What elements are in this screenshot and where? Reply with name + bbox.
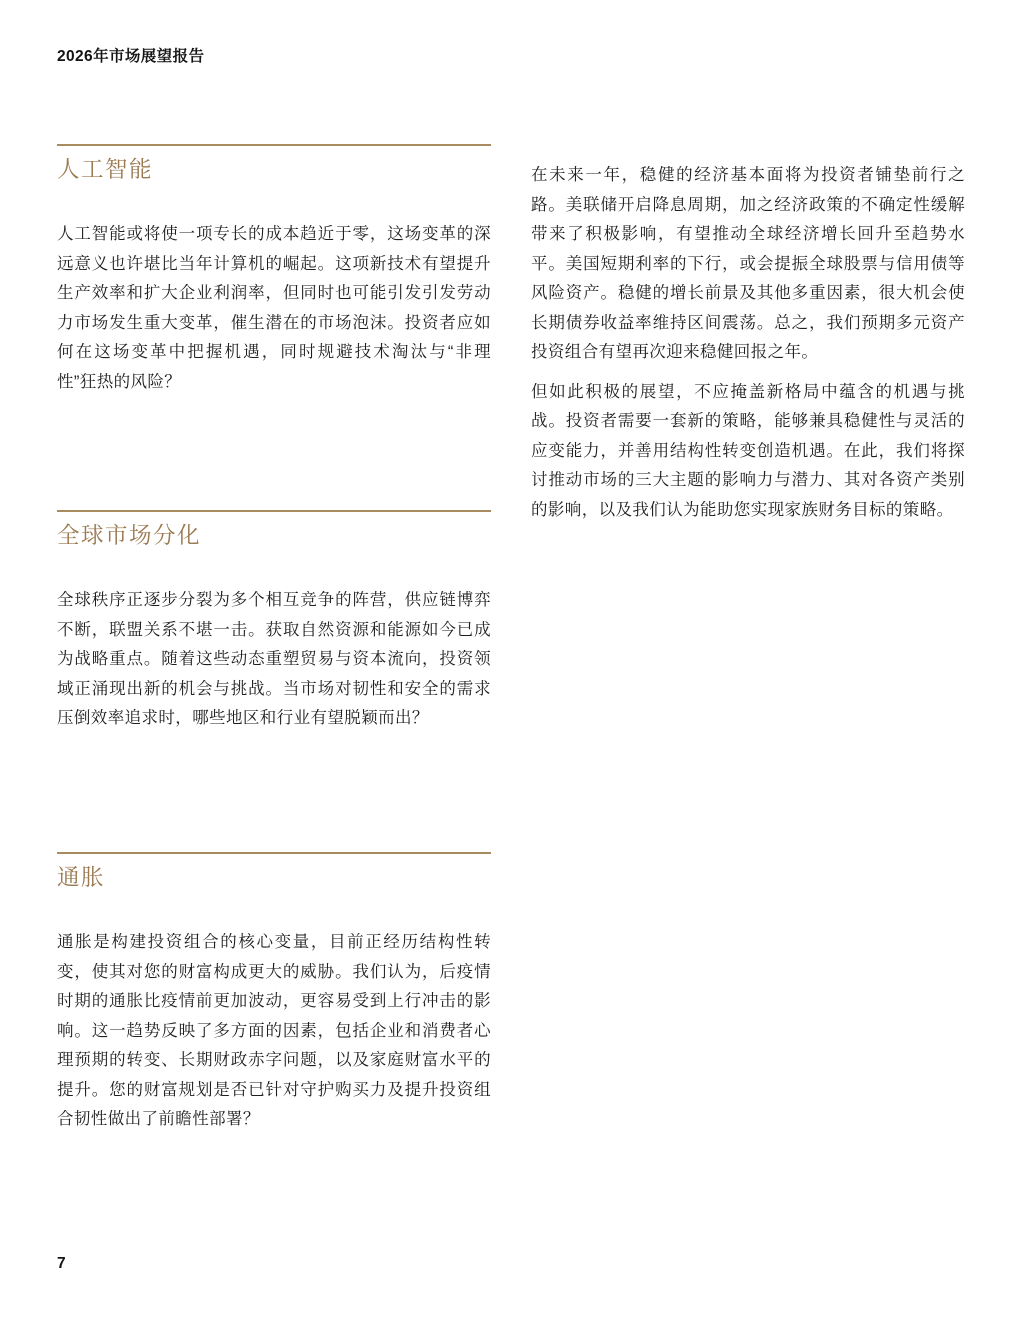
section-body-global-market-divergence: 全球秩序正逐步分裂为多个相互竞争的阵营，供应链博弈不断，联盟关系不堪一击。获取自然资源和能源如今已成为战略重点。随着这些动态重塑贸易与资本流向，投资领域正涌现出新的机会与挑战。当市场对韧性和安全的需求压倒效率追求时，哪些地区和行业有望脱颖而出？ [57,591,491,727]
section-title-artificial-intelligence: 人工智能 [57,157,154,182]
section-rule [57,144,491,146]
section-rule [57,510,491,512]
section-rule [57,852,491,854]
section-body-inflation: 通胀是构建投资组合的核心变量，目前正经历结构性转变，使其对您的财富构成更大的威胁。我们认为，后疫情时期的通胀比疫情前更加波动，更容易受到上行冲击的影响。这一趋势反映了多方面的因素，包括企业和消费者心理预期的转变、长期财政赤字问题，以及家庭财富水平的提升。您的财富规划是否已针对守护购买力及提升投资组合韧性做出了前瞻性部署？ [57,933,491,1128]
section-artificial-intelligence [57,144,491,397]
page-number: 7 [57,1255,66,1272]
document-header-title: 2026年市场展望报告 [57,48,205,65]
right-column-paragraph-strategy: 但如此积极的展望，不应掩盖新格局中蕴含的机遇与挑战。投资者需要一套新的策略，能够兼具稳健性与灵活的应变能力，并善用结构性转变创造机遇。在此，我们将探讨推动市场的三大主题的影响力与潜力、其对各资产类别的影响，以及我们认为能助您实现家族财务目标的策略。 [531,382,965,519]
right-column-paragraph-outlook: 在未来一年，稳健的经济基本面将为投资者铺垫前行之路。美联储开启降息周期，加之经济政策的不确定性缓解带来了积极影响，有望推动全球经济增长回升至趋势水平。美国短期利率的下行，或会提振全球股票与信用债等风险资产。稳健的增长前景及其他多重因素，很大机会使长期债券收益率维持区间震荡。总之，我们预期多元资产投资组合有望再次迎来稳健回报之年。 [531,166,965,361]
section-inflation [57,852,491,1135]
right-column [531,161,965,525]
section-title-global-market-divergence: 全球市场分化 [57,523,202,548]
section-global-market-divergence [57,510,491,734]
section-body-artificial-intelligence: 人工智能或将使一项专长的成本趋近于零，这场变革的深远意义也许堪比当年计算机的崛起。这项新技术有望提升生产效率和扩大企业利润率，但同时也可能引发引发劳动力市场发生重大变革，催生潜在的市场泡沫。投资者应如何在这场变革中把握机遇，同时规避技术淘汰与“非理性”狂热的风险？ [57,225,491,391]
section-title-inflation: 通胀 [57,865,106,890]
